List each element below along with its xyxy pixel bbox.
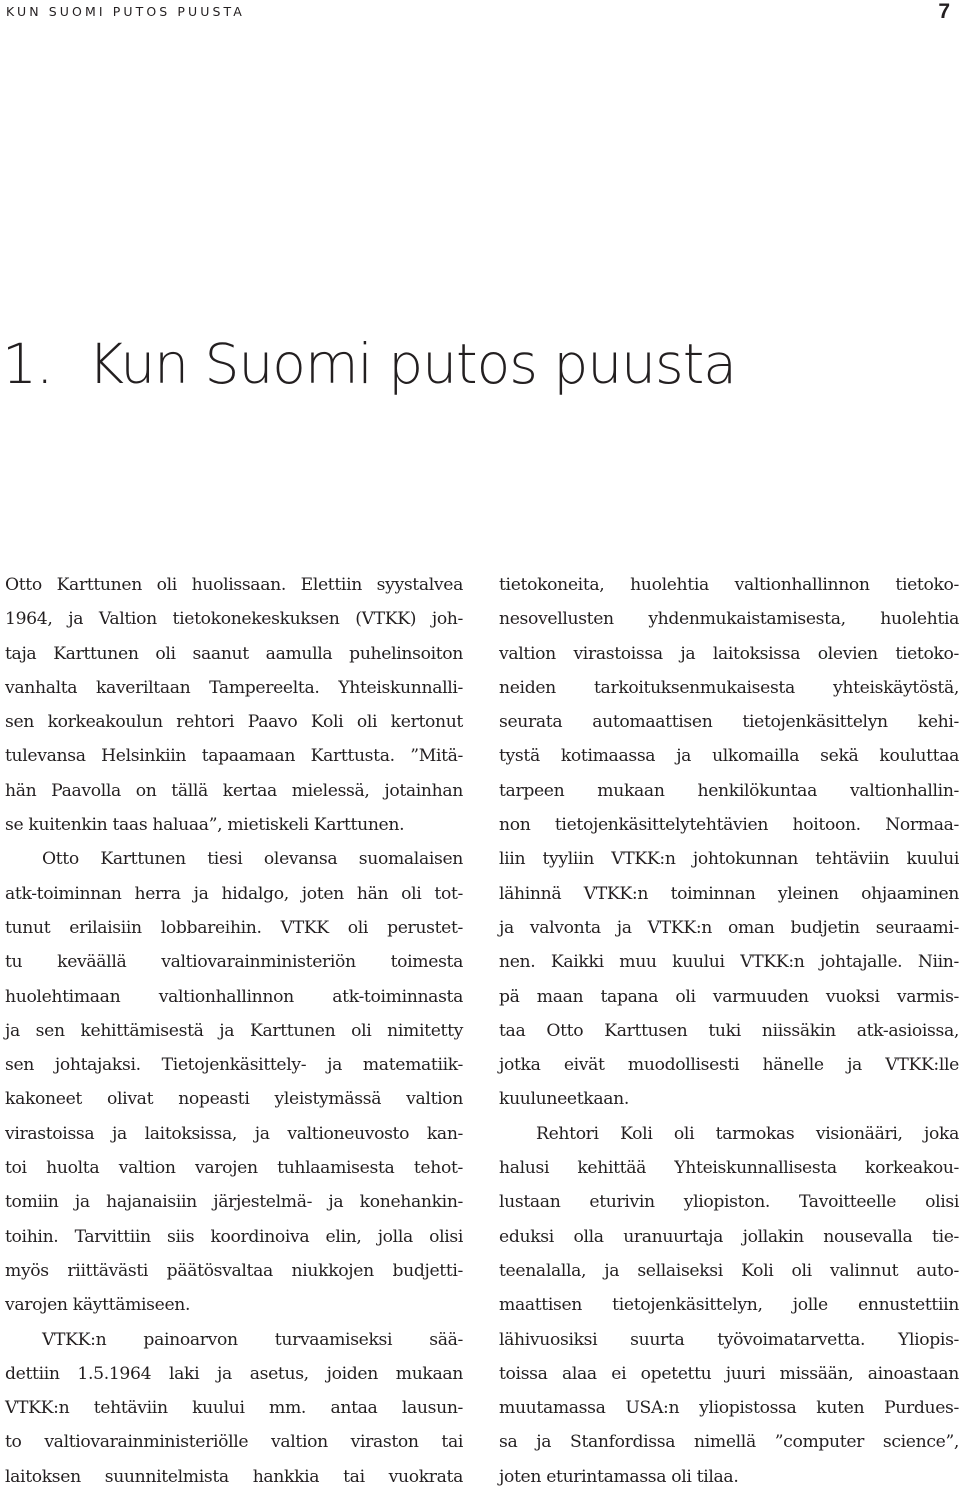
text-line: atk-toiminnan herra ja hidalgo, joten hän oli tot- <box>5 883 463 904</box>
text-line: valtion virastoissa ja laitoksissa olevien tietoko- <box>499 643 959 664</box>
text-line: nen. Kaikki muu kuului VTKK:n johtajalle. Niin- <box>499 952 959 973</box>
text-line: teenalalla, ja sellaiseksi Koli oli valinnut auto- <box>499 1260 959 1281</box>
left-text-column <box>5 568 463 1494</box>
text-line: lähivuosiksi suurta työvoimatarvetta. Yliopis- <box>499 1329 959 1350</box>
text-line: ja valvonta ja VTKK:n oman budjetin seuraami- <box>499 917 959 938</box>
text-line: vanhalta kaveriltaan Tampereelta. Yhteiskunnalli- <box>5 677 463 698</box>
text-line: varojen käyttämiseen. <box>5 1295 191 1316</box>
text-line: Otto Karttunen oli huolissaan. Elettiin syystalvea <box>5 575 463 595</box>
text-line: kakoneet olivat nopeasti yleistymässä valtion <box>5 1089 463 1110</box>
right-text-column <box>499 568 959 1494</box>
text-line: VTKK:n painoarvon turvaamiseksi sää- <box>42 1329 463 1350</box>
text-line: tietokoneita, huolehtia valtionhallinnon tietoko- <box>499 575 959 595</box>
text-line: liin tyyliin VTKK:n johtokunnan tehtäviin kuului <box>499 849 959 870</box>
text-line: toi huolta valtion varojen tuhlaamisesta tehot- <box>5 1158 463 1179</box>
chapter-title-text: Kun Suomi putos puusta <box>88 332 736 396</box>
text-line: lähinnä VTKK:n toiminnan yleinen ohjaaminen <box>499 883 959 904</box>
text-line: se kuitenkin taas haluaa”, mietiskeli Karttunen. <box>5 815 405 836</box>
text-line: toissa alaa ei opetettu juuri missään, ainoastaan <box>499 1363 959 1384</box>
text-line: pä maan tapana oli varmuuden vuoksi varmis- <box>499 986 959 1007</box>
text-line: joten eturintamassa oli tilaa. <box>499 1466 739 1487</box>
text-line: tunut erilaisiin lobbareihin. VTKK oli perustet- <box>5 917 463 938</box>
text-line: dettiin 1.5.1964 laki ja asetus, joiden mukaan <box>5 1363 463 1384</box>
text-line: non tietojenkäsittelytehtävien hoitoon. Normaa- <box>499 815 959 836</box>
text-line: taja Karttunen oli saanut aamulla puhelinsoiton <box>5 643 463 664</box>
text-line: tomiin ja hajanaisiin järjestelmä- ja konehankin- <box>5 1192 463 1213</box>
text-line: tu keväällä valtiovarainministeriön toimesta <box>5 952 463 973</box>
text-line: tulevansa Helsinkiin tapaamaan Karttusta. ”Mitä- <box>5 746 463 767</box>
text-line: tarpeen mukaan henkilökuntaa valtionhallin- <box>499 780 959 801</box>
text-line: neiden tarkoituksenmukaisesta yhteiskäytöstä, <box>499 677 959 698</box>
text-line: laitoksen suunnitelmista hankkia tai vuokrata <box>5 1466 463 1487</box>
text-line: toihin. Tarvittiin siis koordinoiva elin, jolla olisi <box>5 1226 463 1247</box>
text-line: Otto Karttunen tiesi olevansa suomalaisen <box>42 849 463 870</box>
text-line: maattisen tietojenkäsittelyn, jolle ennustettiin <box>499 1295 959 1316</box>
running-header: KUN SUOMI PUTOS PUUSTA <box>6 4 245 19</box>
text-line: hän Paavolla on tällä kertaa mielessä, jotainhan <box>5 780 463 801</box>
text-line: eduksi olla uranuurtaja jollakin nousevalla tie- <box>499 1226 959 1247</box>
text-line: to valtiovarainministeriölle valtion viraston tai <box>5 1432 463 1453</box>
text-line: 1964, ja Valtion tietokonekeskuksen (VTKK) joh- <box>5 609 463 630</box>
text-line: kuuluneetkaan. <box>499 1089 629 1110</box>
text-line: huolehtimaan valtionhallinnon atk-toiminnasta <box>5 986 463 1007</box>
text-line: jotka eivät muodollisesti hänelle ja VTKK:lle <box>499 1055 959 1076</box>
text-line: VTKK:n tehtäviin kuului mm. antaa lausun- <box>5 1398 463 1419</box>
text-line: sen johtajaksi. Tietojenkäsittely- ja matematiik- <box>5 1055 463 1076</box>
text-line: tystä kotimaassa ja ulkomailla sekä kouluttaa <box>499 746 959 767</box>
text-line: virastoissa ja laitoksissa, ja valtioneuvosto kan- <box>5 1123 463 1144</box>
chapter-number: 1. <box>2 332 53 396</box>
text-line: Rehtori Koli oli tarmokas visionääri, joka <box>536 1123 959 1144</box>
text-line: ja sen kehittämisestä ja Karttunen oli nimitetty <box>5 1020 463 1041</box>
text-line: nesovellusten yhdenmukaistamisesta, huolehtia <box>499 609 959 630</box>
text-line: halusi kehittää Yhteiskunnallisesta korkeakou- <box>499 1158 959 1179</box>
chapter-title <box>2 332 736 396</box>
text-line: myös riittävästi päätösvaltaa niukkojen budjetti- <box>5 1260 463 1281</box>
text-line: lustaan eturivin yliopiston. Tavoitteelle olisi <box>499 1192 959 1213</box>
text-line: taa Otto Karttusen tuki niissäkin atk-asioissa, <box>499 1020 959 1041</box>
text-line: sen korkeakoulun rehtori Paavo Koli oli kertonut <box>5 712 463 733</box>
text-line: sa ja Stanfordissa nimellä ”computer science”, <box>499 1432 959 1453</box>
page-number: 7 <box>938 0 950 23</box>
text-line: muutamassa USA:n yliopistossa kuten Purdues- <box>499 1398 959 1419</box>
text-line: seurata automaattisen tietojenkäsittelyn kehi- <box>499 712 959 733</box>
